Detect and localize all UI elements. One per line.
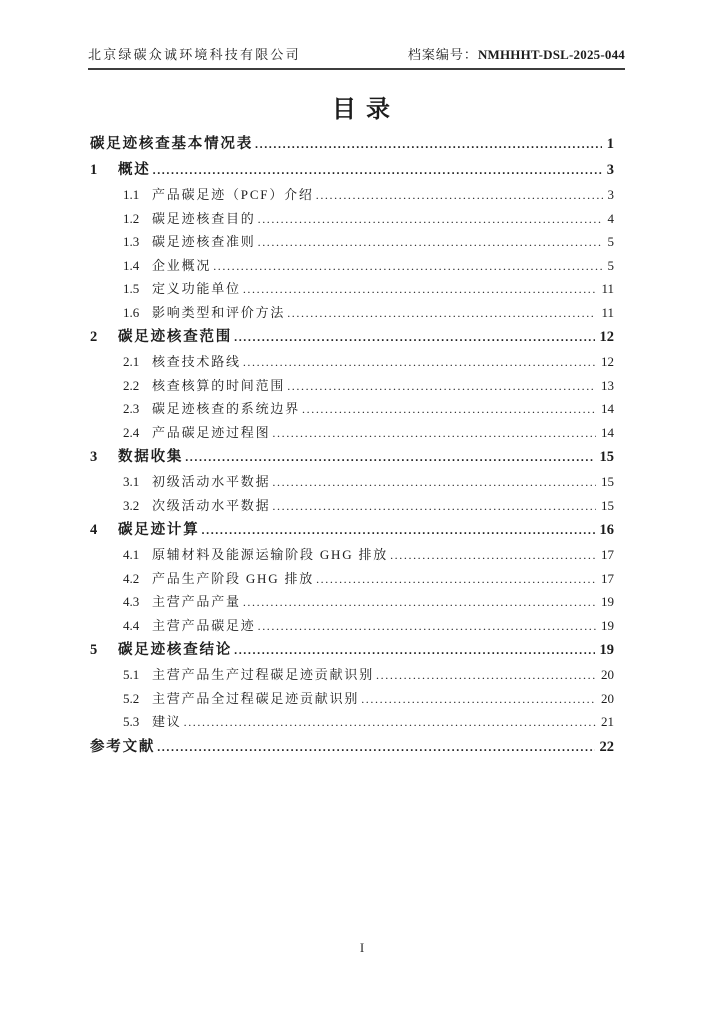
toc-entry-title: 主营产品碳足迹 bbox=[152, 617, 256, 633]
dot-leader bbox=[234, 324, 594, 350]
toc-entry-page: 15 bbox=[599, 449, 614, 465]
page-header bbox=[88, 44, 625, 70]
toc-entry-page: 20 bbox=[601, 690, 614, 706]
toc-entry-page: 13 bbox=[601, 377, 614, 393]
file-number: NMHHHT-DSL-2025-044 bbox=[477, 47, 625, 62]
dot-leader bbox=[184, 710, 596, 735]
toc-entry-title: 初级活动水平数据 bbox=[152, 474, 271, 489]
toc-entry-page: 4 bbox=[607, 210, 614, 226]
toc-entry-title: 数据收集 bbox=[118, 449, 184, 465]
toc-entry[interactable] bbox=[123, 301, 614, 325]
company-name: 北京绿碳众诚环境科技有限公司 bbox=[88, 47, 301, 62]
toc-entry-number: 4.4 bbox=[123, 617, 140, 633]
table-of-contents bbox=[90, 131, 614, 760]
toc-entry-title: 建议 bbox=[152, 714, 182, 729]
toc-entry-title: 产品碳足迹（PCF）介绍 bbox=[152, 187, 314, 202]
dot-leader bbox=[185, 444, 594, 470]
toc-entry-page: 14 bbox=[601, 424, 614, 440]
toc-entry-page: 20 bbox=[601, 667, 614, 682]
toc-entry-number: 3 bbox=[90, 449, 98, 465]
toc-entry-page: 1 bbox=[606, 136, 614, 152]
dot-leader bbox=[213, 254, 602, 279]
toc-entry[interactable] bbox=[123, 230, 614, 254]
toc-entry-page: 19 bbox=[601, 617, 614, 633]
dot-leader bbox=[258, 614, 596, 639]
toc-entry-title: 碳足迹核查结论 bbox=[118, 642, 233, 658]
toc-entry-page: 5 bbox=[607, 234, 614, 249]
dot-leader bbox=[234, 637, 594, 663]
toc-entry[interactable] bbox=[90, 637, 614, 663]
dot-leader bbox=[390, 543, 596, 568]
dot-leader bbox=[302, 397, 596, 422]
toc-entry[interactable] bbox=[90, 444, 614, 470]
toc-entry-number: 1.6 bbox=[123, 304, 140, 320]
toc-entry-title: 定义功能单位 bbox=[152, 281, 241, 296]
dot-leader bbox=[316, 183, 603, 208]
toc-entry-title: 主营产品生产过程碳足迹贡献识别 bbox=[152, 667, 375, 682]
toc-entry-title: 影响类型和评价方法 bbox=[152, 304, 286, 320]
toc-entry-number: 5.2 bbox=[123, 690, 140, 706]
toc-entry-page: 15 bbox=[601, 497, 614, 513]
toc-entry[interactable] bbox=[123, 494, 614, 518]
dot-leader bbox=[316, 567, 596, 592]
toc-entry[interactable] bbox=[123, 663, 614, 687]
toc-entry-number: 1.1 bbox=[123, 187, 140, 202]
toc-entry[interactable] bbox=[123, 374, 614, 398]
toc-entry[interactable] bbox=[90, 324, 614, 350]
toc-entry-page: 11 bbox=[601, 281, 614, 296]
toc-entry-title: 概述 bbox=[118, 162, 151, 178]
dot-leader bbox=[272, 494, 596, 519]
toc-entry-title: 企业概况 bbox=[152, 257, 212, 273]
dot-leader bbox=[255, 131, 602, 157]
toc-entry-title: 碳足迹核查目的 bbox=[152, 210, 256, 226]
toc-entry[interactable] bbox=[123, 614, 614, 638]
dot-leader bbox=[272, 470, 596, 495]
toc-entry[interactable] bbox=[123, 421, 614, 445]
toc-entry-number: 1.2 bbox=[123, 210, 140, 226]
dot-leader bbox=[376, 663, 596, 688]
toc-entry[interactable] bbox=[123, 687, 614, 711]
toc-entry-page: 21 bbox=[601, 714, 614, 729]
toc-entry[interactable] bbox=[123, 590, 614, 614]
toc-entry-number: 2 bbox=[90, 329, 98, 345]
dot-leader bbox=[287, 301, 596, 326]
toc-entry-title: 次级活动水平数据 bbox=[152, 497, 271, 513]
toc-entry[interactable] bbox=[123, 350, 614, 374]
toc-entry-number: 3.1 bbox=[123, 474, 140, 489]
toc-entry-page: 5 bbox=[607, 257, 614, 273]
toc-entry-number: 2.2 bbox=[123, 377, 140, 393]
toc-entry-title: 产品碳足迹过程图 bbox=[152, 424, 271, 440]
toc-entry-number: 5 bbox=[90, 642, 98, 658]
toc-entry-title: 主营产品产量 bbox=[152, 594, 241, 609]
toc-entry-page: 17 bbox=[601, 570, 614, 586]
dot-leader bbox=[361, 687, 596, 712]
dot-leader bbox=[243, 277, 597, 302]
toc-entry-title: 碳足迹核查基本情况表 bbox=[90, 136, 253, 152]
toc-entry-number: 2.3 bbox=[123, 401, 140, 416]
dot-leader bbox=[258, 230, 603, 255]
dot-leader bbox=[243, 350, 596, 375]
toc-entry-title: 原辅材料及能源运输阶段 GHG 排放 bbox=[152, 547, 389, 562]
toc-entry[interactable] bbox=[123, 543, 614, 567]
toc-entry-page: 19 bbox=[599, 642, 614, 658]
toc-entry-page: 15 bbox=[601, 474, 614, 489]
toc-entry-number: 5.1 bbox=[123, 667, 140, 682]
toc-entry-page: 22 bbox=[599, 738, 614, 755]
toc-entry-title: 碳足迹核查范围 bbox=[118, 329, 233, 345]
toc-entry-number: 1.3 bbox=[123, 234, 140, 249]
toc-entry[interactable] bbox=[90, 131, 614, 157]
toc-entry-page: 14 bbox=[601, 401, 614, 416]
toc-entry[interactable] bbox=[90, 734, 614, 760]
toc-entry-page: 3 bbox=[607, 187, 614, 202]
toc-entry-page: 12 bbox=[599, 329, 614, 345]
toc-entry-number: 2.4 bbox=[123, 424, 140, 440]
toc-entry-number: 1.5 bbox=[123, 281, 140, 296]
toc-entry-title: 核查技术路线 bbox=[152, 354, 241, 369]
toc-entry-page: 11 bbox=[601, 304, 614, 320]
dot-leader bbox=[258, 207, 603, 232]
dot-leader bbox=[243, 590, 596, 615]
toc-entry-number: 1 bbox=[90, 162, 98, 178]
toc-entry-number: 1.4 bbox=[123, 257, 140, 273]
toc-entry-page: 16 bbox=[599, 522, 614, 538]
toc-entry[interactable] bbox=[123, 183, 614, 207]
dot-leader bbox=[202, 517, 595, 543]
dot-leader bbox=[287, 374, 596, 399]
file-number-label: 档案编号： bbox=[407, 47, 478, 62]
toc-entry-title: 产品生产阶段 GHG 排放 bbox=[152, 570, 315, 586]
dot-leader bbox=[153, 157, 602, 183]
toc-entry[interactable] bbox=[123, 567, 614, 591]
footer-page-number: I bbox=[359, 940, 365, 955]
toc-entry-number: 4.3 bbox=[123, 594, 140, 609]
toc-entry-title: 碳足迹计算 bbox=[118, 522, 200, 538]
toc-entry-number: 3.2 bbox=[123, 497, 140, 513]
toc-entry-page: 19 bbox=[601, 594, 614, 609]
toc-entry-number: 4.1 bbox=[123, 547, 140, 562]
toc-entry[interactable] bbox=[90, 157, 614, 183]
toc-entry[interactable] bbox=[123, 277, 614, 301]
toc-entry-title: 核查核算的时间范围 bbox=[152, 377, 286, 393]
toc-entry[interactable] bbox=[123, 397, 614, 421]
toc-entry-page: 12 bbox=[601, 354, 614, 369]
toc-entry[interactable] bbox=[123, 470, 614, 494]
toc-entry[interactable] bbox=[90, 517, 614, 543]
page-title: 目 录 bbox=[332, 97, 392, 123]
toc-entry-page: 17 bbox=[601, 547, 614, 562]
toc-entry-page: 3 bbox=[606, 162, 614, 178]
toc-entry[interactable] bbox=[123, 254, 614, 278]
toc-entry[interactable] bbox=[123, 710, 614, 734]
toc-entry-title: 参考文献 bbox=[90, 738, 156, 755]
toc-entry-number: 5.3 bbox=[123, 714, 140, 729]
dot-leader bbox=[272, 421, 596, 446]
toc-entry-number: 4 bbox=[90, 522, 98, 538]
toc-entry[interactable] bbox=[123, 207, 614, 231]
toc-entry-title: 碳足迹核查的系统边界 bbox=[152, 401, 301, 416]
toc-entry-title: 主营产品全过程碳足迹贡献识别 bbox=[152, 690, 360, 706]
file-number-field bbox=[408, 44, 625, 63]
toc-entry-number: 4.2 bbox=[123, 570, 140, 586]
toc-entry-number: 2.1 bbox=[123, 354, 140, 369]
toc-entry-title: 碳足迹核查准则 bbox=[152, 234, 256, 249]
dot-leader bbox=[157, 734, 594, 760]
